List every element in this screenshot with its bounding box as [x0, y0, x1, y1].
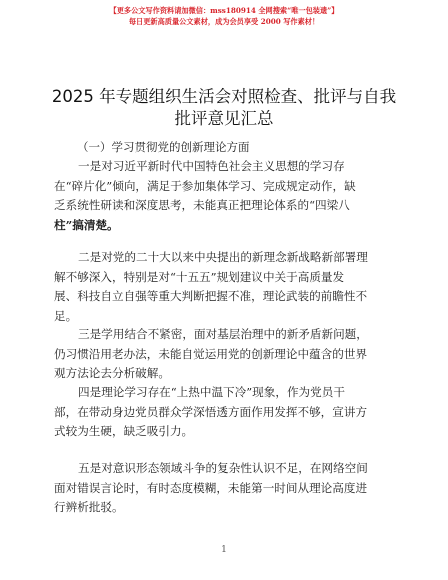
paragraph-line: 观方法论去分析破解。: [54, 366, 170, 381]
section-heading: （一）学习贯彻党的创新理论方面: [77, 140, 250, 154]
paragraph-5: [54, 459, 394, 518]
page-number: 1: [221, 545, 227, 555]
paragraph-line: 仍习惯沿用老办法，未能自觉运用党的创新理论中蕴含的世界: [54, 346, 368, 361]
paragraph-line: 五是对意识形态领域斗争的复杂性认识不足，在网络空间: [78, 461, 368, 475]
paragraph-line: 四是理论学习存在“上热中温下冷”现象，作为党员干: [78, 385, 345, 399]
paragraph-line: 行辨析批驳。: [54, 500, 124, 515]
paragraph-line: 式较为生硬，缺乏吸引力。: [54, 424, 194, 439]
document-title-line-1: 2025 年专题组织生活会对照检查、批评与自我: [51, 87, 397, 106]
paragraph-line: 部，在带动身边党员群众学深悟透方面作用发挥不够，宣讲方: [54, 404, 368, 419]
paragraph-line: 解不够深入，特别是对“十五五”规划建议中关于高质量发: [54, 269, 345, 284]
promo-banner: [0, 5, 448, 27]
paragraph-line: 展、科技自立自强等重大判断把握不准，理论武装的前瞻性不: [54, 289, 368, 304]
paragraph-line: 面对错误言论时，有时态度模糊，未能第一时间从理论高度进: [54, 480, 368, 495]
paragraph-2: [54, 248, 394, 326]
paragraph-line: 足。: [54, 308, 78, 323]
paragraph-line: 三是学用结合不紧密，面对基层治理中的新矛盾新问题，: [78, 327, 368, 341]
document-title-line-2: 批评意见汇总: [174, 109, 274, 128]
paragraph-line: 乏系统性研读和深度思考，未能真正把理论体系的“四梁八: [54, 198, 350, 213]
promo-banner-line-1: 【更多公文写作资料请加微信：mss180914 全网搜索“唯一包装遗”】: [109, 6, 339, 15]
paragraph-1: [54, 157, 394, 235]
paragraph-line: 柱”搞清楚。: [54, 217, 119, 232]
paragraph-line: 一是对习近平新时代中国特色社会主义思想的学习存: [78, 159, 345, 173]
document-title: [40, 86, 408, 130]
paragraph-line: 在“碎片化”倾向，满足于参加集体学习、完成规定动作，缺: [54, 178, 356, 193]
paragraph-3: [54, 325, 394, 384]
paragraph-line: 二是对党的二十大以来中央提出的新理念新战略新部署理: [78, 250, 368, 264]
promo-banner-line-2: 每日更新高质量公文素材，成为会员享受 2000 写作素材！: [128, 17, 320, 26]
paragraph-4: [54, 383, 394, 442]
